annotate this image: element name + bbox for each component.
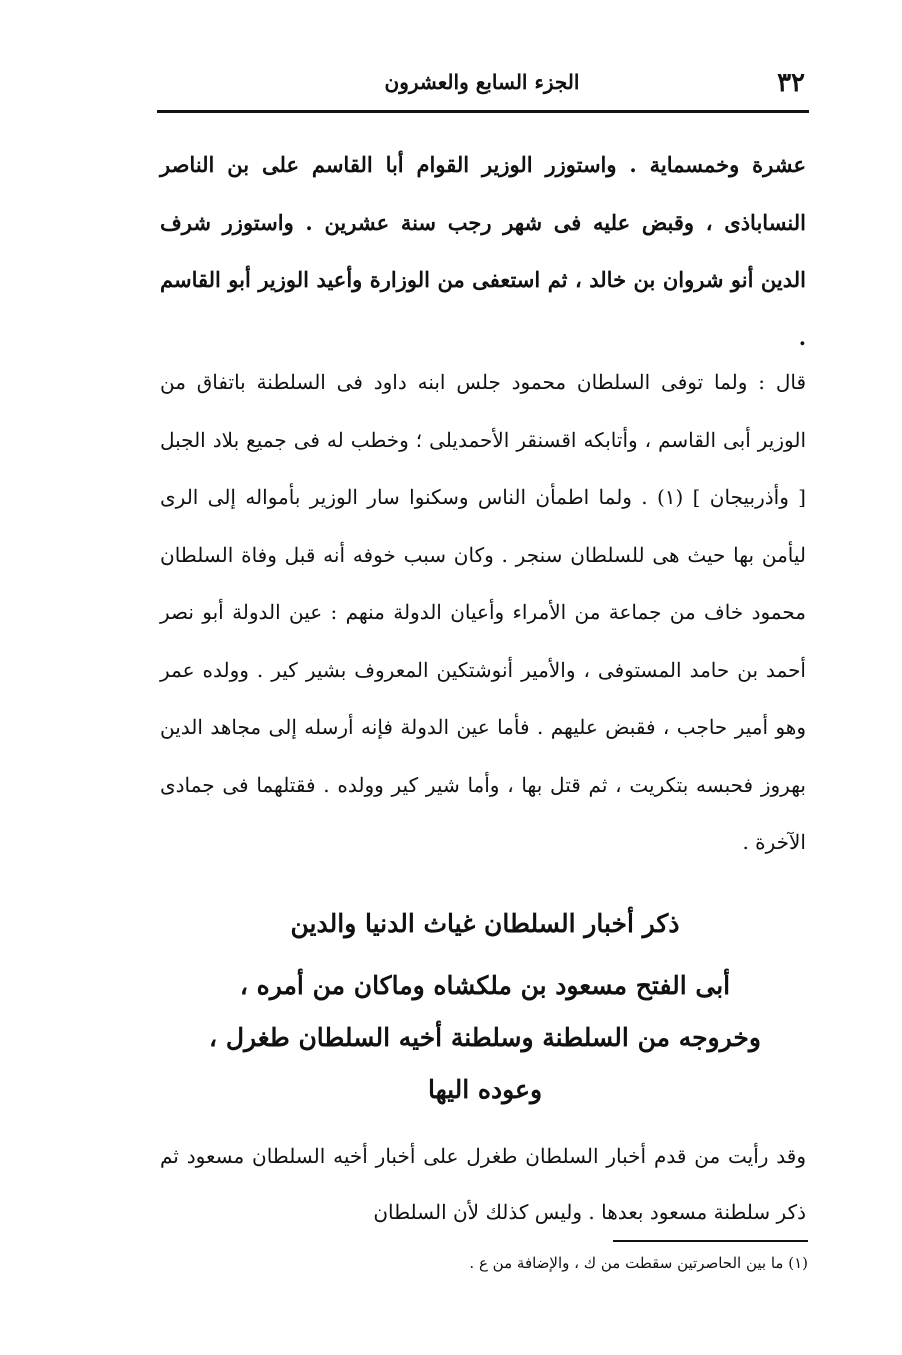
heading-line-1: ذكر أخبار السلطان غياث الدنيا والدين (290, 909, 680, 938)
page-number: ٣٢ (777, 68, 805, 98)
section-heading (150, 898, 820, 1116)
heading-line-2: أبى الفتح مسعود بن ملكشاه وماكان من أمره ، (239, 971, 731, 1000)
paragraph-3: وقد رأيت من قدم أخبار السلطان طغرل على أخبار أخيه السلطان مسعود ثم ذكر سلطنة مسعود بعدها . وليس كذلك لأن السلطان (160, 1144, 806, 1224)
paragraph-2: قال : ولما توفى السلطان محمود جلس ابنه داود فى السلطنة باتفاق من الوزير أبى القاسم ، وأتابكه اقسنقر الأحمديلى ؛ وخطب له فى جميع بلاد الجبل [ وأذربيجان ] (١) . ولما اطمأن الناس وسكنوا سار الوزير بأمواله إلى الرى ليأمن بها حيث هى للسلطان سنجر . وكان سبب خوفه أنه قبل وفاة السلطان محمود خاف من جماعة من الأمراء وأعيان الدولة منهم : عين الدولة أبو نصر أحمد بن حامد المستوفى ، والأمير أنوشتكين المعروف بشير كير . وولده عمر وهو أمير حاجب ، فقبض عليهم . فأما عين الدولة فإنه أرسله إلى مجاهد الدين بهروز فحبسه بتكريت ، ثم قتل بها ، وأما شير كير وولده . فقتلهما فى جمادى الآخرة . (160, 370, 806, 854)
running-title: الجزء السابع والعشرون (384, 70, 580, 94)
heading-line-3: وخروجه من السلطنة وسلطنة أخيه السلطان طغرل ، (209, 1023, 761, 1052)
footnote-divider (613, 1240, 808, 1242)
header-divider (157, 110, 809, 113)
footnote: (١) ما بين الحاصرتين سقطت من ك ، والإضافة من ع . (469, 1254, 808, 1272)
paragraph-1: عشرة وخمسماية . واستوزر الوزير القوام أبا القاسم على بن الناصر النساباذى ، وقبض عليه فى شهر رجب سنة عشرين . واستوزر شرف الدين أنو شروان بن خالد ، ثم استعفى من الوزارة وأعيد الوزير أبو القاسم . (160, 152, 806, 350)
page-header (157, 62, 807, 102)
heading-line-4: وعوده اليها (427, 1075, 543, 1104)
